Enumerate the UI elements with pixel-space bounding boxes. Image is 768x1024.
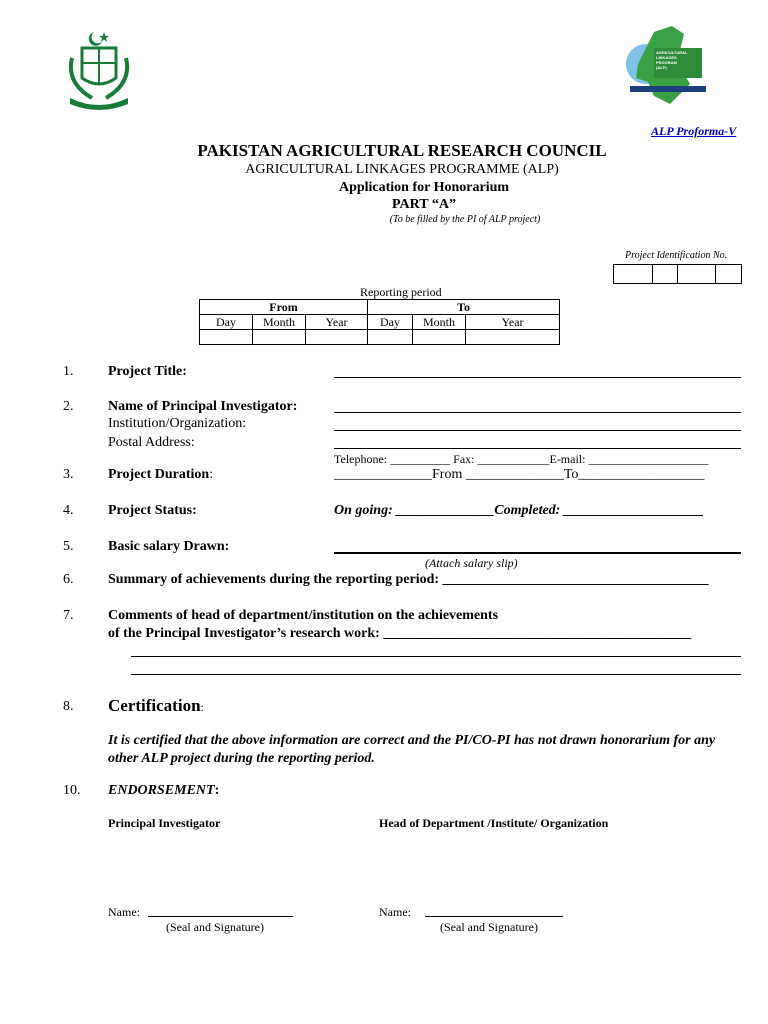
project-id-box[interactable] <box>716 265 742 284</box>
to-month-cell[interactable] <box>413 330 466 345</box>
item-number: 3. <box>63 467 74 482</box>
salary-label: Basic salary Drawn: <box>108 539 230 554</box>
certification-text: It is certified that the above information are correct and the PI/CO-PI has not drawn honorarium for any other ALP project during the reporting period. <box>108 733 716 766</box>
institution-line[interactable] <box>334 430 741 431</box>
pakistan-emblem-logo <box>64 28 134 112</box>
endorsement-colon: : <box>214 783 220 798</box>
institution-label: Institution/Organization: <box>108 416 247 431</box>
item-number: 2. <box>63 399 74 414</box>
summary-label: Summary of achievements during the reporting period: ______________________________________ <box>108 572 709 587</box>
duration-label: Project Duration <box>108 467 210 482</box>
pi-name-field[interactable] <box>148 916 293 917</box>
postal-line[interactable] <box>334 448 741 449</box>
reporting-period-title: Reporting period <box>360 285 442 299</box>
application-title: Application for Honorarium <box>338 180 510 195</box>
certification-colon: : <box>200 700 204 714</box>
project-title-line[interactable] <box>334 377 741 378</box>
certification-heading: Certification <box>108 696 201 715</box>
endorsement-heading: ENDORSEMENT <box>108 783 215 798</box>
pi-name-label: Name of Principal Investigator: <box>108 399 298 414</box>
contact-line[interactable]: Telephone: __________ Fax: ____________E-mail: ____________________ <box>334 452 709 466</box>
item-number: 1. <box>63 364 74 379</box>
head-signature-title: Head of Department /Institute/ Organization <box>379 816 609 830</box>
pi-seal-caption: (Seal and Signature) <box>166 920 264 934</box>
part-title: PART “A” <box>392 197 456 212</box>
from-month-header: Month <box>253 315 306 330</box>
from-year-cell[interactable] <box>306 330 368 345</box>
item-number: 4. <box>63 503 74 518</box>
programme-title: AGRICULTURAL LINKAGES PROGRAMME (ALP) <box>245 162 559 177</box>
postal-label: Postal Address: <box>108 435 195 450</box>
to-header: To <box>368 300 560 315</box>
comments-label-2: of the Principal Investigator’s research work: ____________________________________________ <box>108 626 692 641</box>
status-label: Project Status: <box>108 503 197 518</box>
pi-name-label: Name: <box>108 905 140 919</box>
comments-line[interactable] <box>131 674 741 675</box>
duration-line[interactable]: ______________From ______________To__________________ <box>334 467 705 482</box>
comments-line[interactable] <box>131 656 741 657</box>
duration-colon: : <box>209 467 214 482</box>
from-year-header: Year <box>306 315 368 330</box>
item-number: 6. <box>63 572 74 587</box>
item-number: 8. <box>63 699 74 714</box>
project-id-box[interactable] <box>653 265 678 284</box>
to-day-cell[interactable] <box>368 330 413 345</box>
alp-logo-text: AGRICULTURAL LINKAGES PROGRAM (ALP) <box>656 50 688 70</box>
salary-note: (Attach salary slip) <box>425 556 518 570</box>
proforma-link[interactable]: ALP Proforma-V <box>651 124 737 138</box>
item-number: 10. <box>63 783 81 798</box>
item-number: 5. <box>63 539 74 554</box>
project-id-box[interactable] <box>614 265 653 284</box>
to-day-header: Day <box>368 315 413 330</box>
comments-label-1: Comments of head of department/institution on the achievements <box>108 608 499 623</box>
org-title: PAKISTAN AGRICULTURAL RESEARCH COUNCIL <box>197 141 607 160</box>
item-number: 7. <box>63 608 74 623</box>
pi-name-line[interactable] <box>334 412 741 413</box>
project-title-label: Project Title: <box>108 364 187 379</box>
project-id-label: Project Identification No. <box>625 250 728 261</box>
to-month-header: Month <box>413 315 466 330</box>
reporting-period-table <box>199 299 560 345</box>
fill-note: (To be filled by the PI of ALP project) <box>389 214 541 225</box>
from-header: From <box>200 300 368 315</box>
project-id-boxes[interactable] <box>613 264 742 284</box>
to-year-header: Year <box>466 315 560 330</box>
salary-line[interactable] <box>334 552 741 554</box>
from-day-cell[interactable] <box>200 330 253 345</box>
status-line[interactable]: On going: ______________Completed: ____________________ <box>334 503 704 518</box>
pi-signature-title: Principal Investigator <box>108 816 221 830</box>
head-seal-caption: (Seal and Signature) <box>440 920 538 934</box>
from-month-cell[interactable] <box>253 330 306 345</box>
to-year-cell[interactable] <box>466 330 560 345</box>
head-name-field[interactable] <box>425 916 563 917</box>
project-id-box[interactable] <box>678 265 716 284</box>
from-day-header: Day <box>200 315 253 330</box>
head-name-label: Name: <box>379 905 411 919</box>
